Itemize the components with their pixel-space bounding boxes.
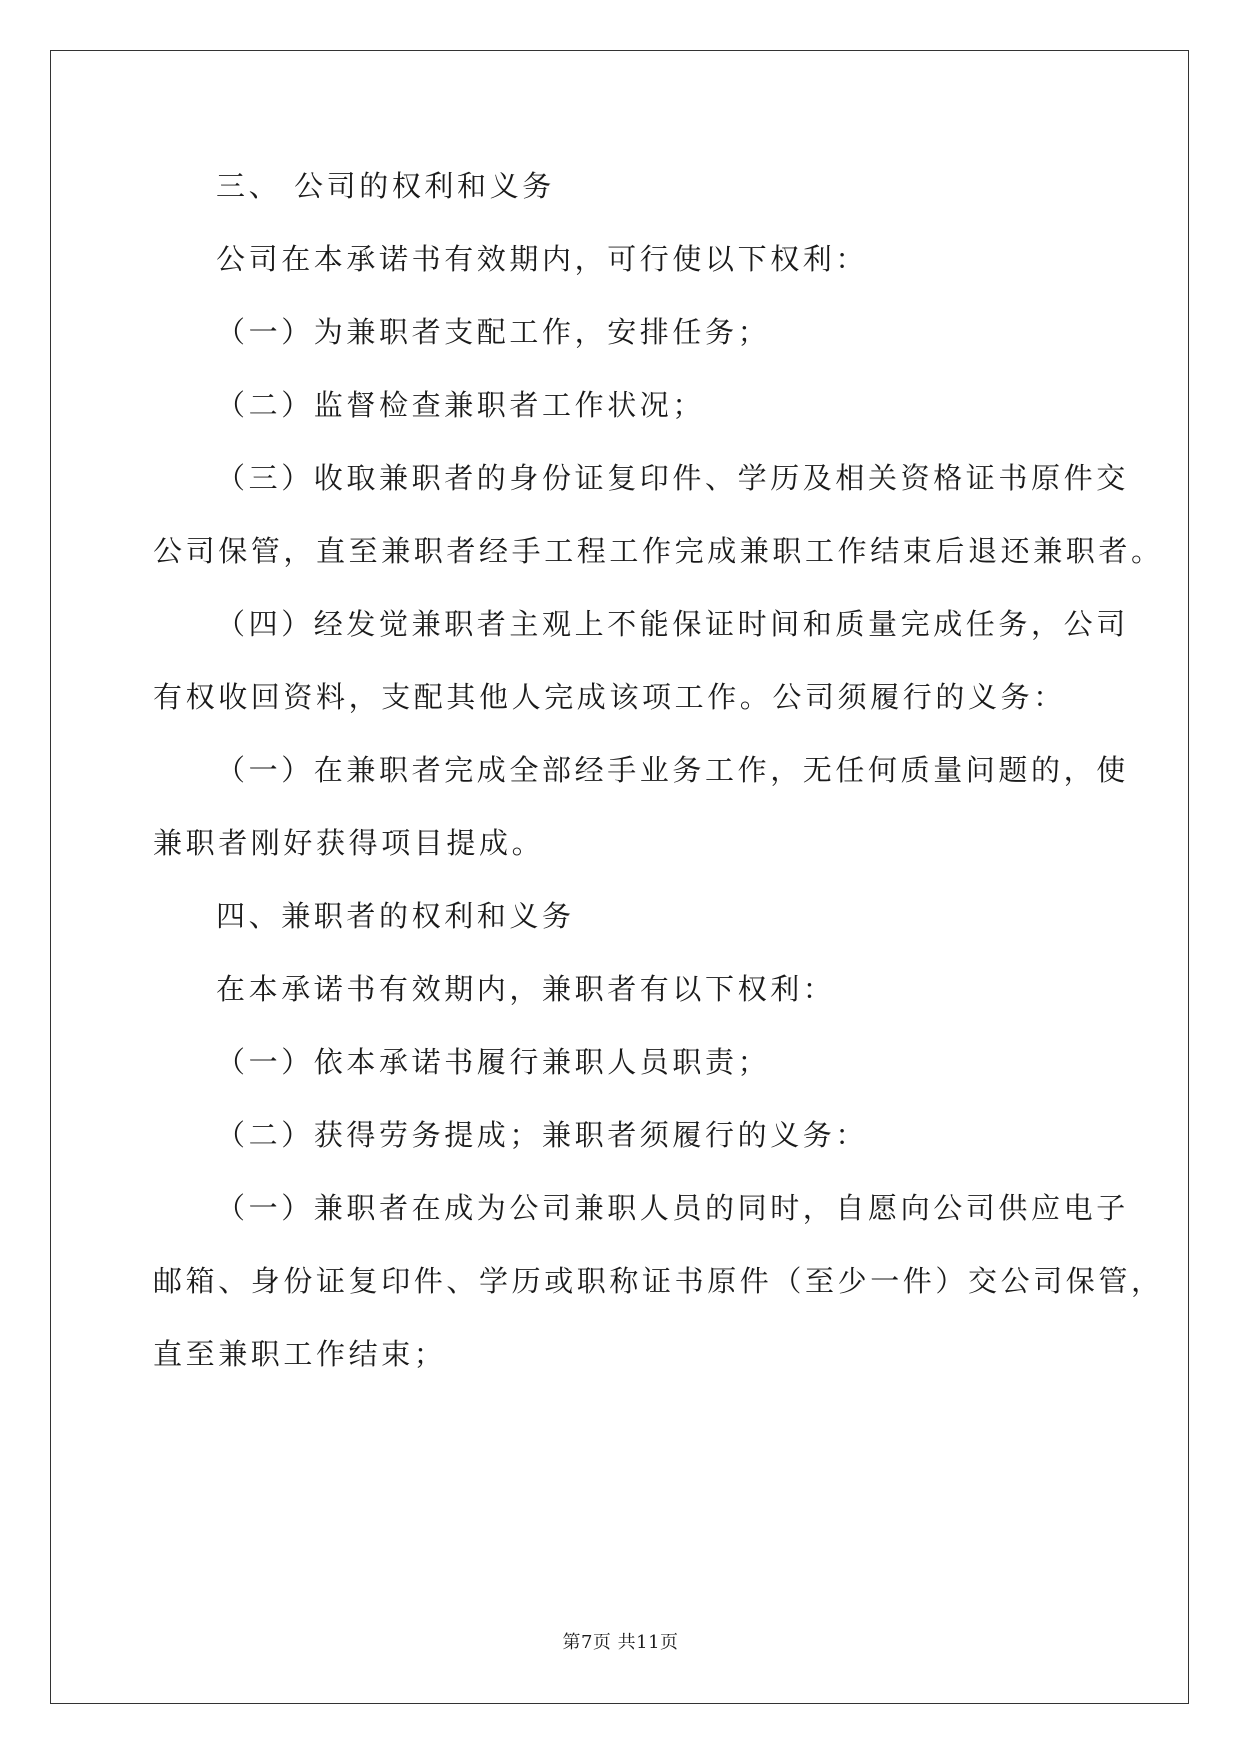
page-border bbox=[50, 50, 1189, 1704]
paragraph-line: （二）获得劳务提成；兼职者须履行的义务： bbox=[216, 1118, 869, 1152]
paragraph-line: 公司在本承诺书有效期内，可行使以下权利： bbox=[216, 242, 869, 276]
paragraph-line: （三）收取兼职者的身份证复印件、学历及相关资格证书原件交 bbox=[216, 461, 1129, 495]
section-heading-parttimer-rights: 四、兼职者的权利和义务 bbox=[216, 899, 575, 933]
paragraph-line: （一）兼职者在成为公司兼职人员的同时，自愿向公司供应电子 bbox=[216, 1191, 1129, 1225]
paragraph-line: 邮箱、身份证复印件、学历或职称证书原件（至少一件）交公司保管， bbox=[153, 1264, 1164, 1298]
paragraph-line: 在本承诺书有效期内，兼职者有以下权利： bbox=[216, 972, 836, 1006]
page-number: 第7页 共11页 bbox=[562, 1632, 679, 1653]
paragraph-line: 公司保管，直至兼职者经手工程工作完成兼职工作结束后退还兼职者。 bbox=[153, 534, 1164, 568]
section-heading-company-rights: 三、 公司的权利和义务 bbox=[216, 169, 555, 203]
paragraph-line: （二）监督检查兼职者工作状况； bbox=[216, 388, 706, 422]
paragraph-line: 有权收回资料，支配其他人完成该项工作。公司须履行的义务： bbox=[153, 680, 1066, 714]
paragraph-line: （一）为兼职者支配工作，安排任务； bbox=[216, 315, 771, 349]
paragraph-line: 直至兼职工作结束； bbox=[153, 1337, 447, 1371]
paragraph-line: 兼职者刚好获得项目提成。 bbox=[153, 826, 545, 860]
paragraph-line: （一）依本承诺书履行兼职人员职责； bbox=[216, 1045, 771, 1079]
paragraph-line: （四）经发觉兼职者主观上不能保证时间和质量完成任务，公司 bbox=[216, 607, 1129, 641]
paragraph-line: （一）在兼职者完成全部经手业务工作，无任何质量问题的，使 bbox=[216, 753, 1129, 787]
